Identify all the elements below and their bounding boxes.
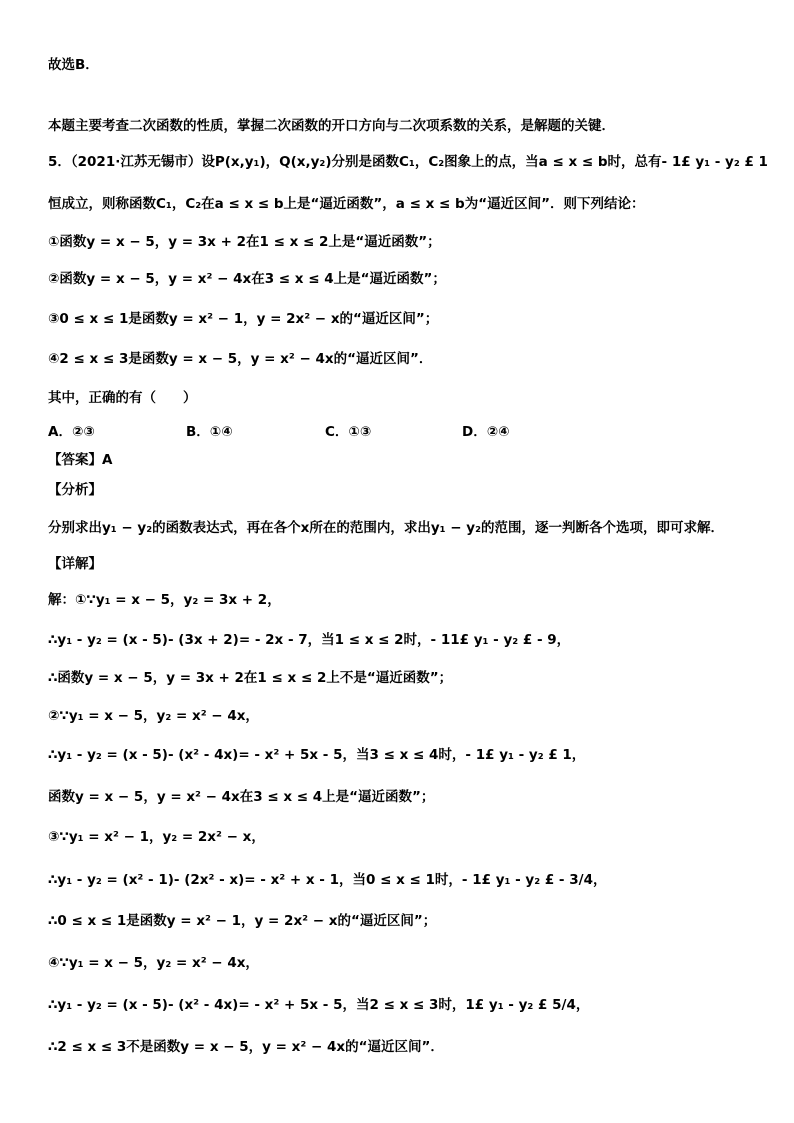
solution-step-11: ∴y₁ - y₂ = (x - 5)- (x² - 4x)= - x² + 5x - 5，当2 ≤ x ≤ 3时，1£ y₁ - y₂ £ 5/4， xyxy=(48,997,590,1013)
detail-heading: 【详解】 xyxy=(48,556,102,572)
solution-step-2: ∴y₁ - y₂ = (x - 5)- (3x + 2)= - 2x - 7，当1 ≤ x ≤ 2时，- 11£ y₁ - y₂ £ - 9， xyxy=(48,632,571,648)
solution-step-3: ∴函数y = x − 5，y = 3x + 2在1 ≤ x ≤ 2上不是“逼近函数”； xyxy=(48,670,453,686)
answer-label: 【答案】A xyxy=(48,452,113,468)
solution-step-6: 函数y = x − 5，y = x² − 4x在3 ≤ x ≤ 4上是“逼近函数”； xyxy=(48,789,435,805)
solution-step-1: 解：①∵y₁ = x − 5，y₂ = 3x + 2， xyxy=(48,592,281,608)
question-prompt: 其中，正确的有（ ） xyxy=(48,390,197,406)
statement-1: ①函数y = x − 5，y = 3x + 2在1 ≤ x ≤ 2上是“逼近函数”； xyxy=(48,234,441,250)
option-d: D．②④ xyxy=(462,424,510,440)
statement-2: ②函数y = x − 5，y = x² − 4x在3 ≤ x ≤ 4上是“逼近函数”； xyxy=(48,271,446,287)
solution-step-10: ④∵y₁ = x − 5，y₂ = x² − 4x， xyxy=(48,955,259,971)
summary-note: 本题主要考查二次函数的性质，掌握二次函数的开口方向与二次项系数的关系，是解题的关键． xyxy=(48,118,615,134)
solution-step-7: ③∵y₁ = x² − 1，y₂ = 2x² − x， xyxy=(48,829,265,845)
solution-step-5: ∴y₁ - y₂ = (x - 5)- (x² - 4x)= - x² + 5x - 5，当3 ≤ x ≤ 4时，- 1£ y₁ - y₂ £ 1， xyxy=(48,747,586,763)
option-c: C．①③ xyxy=(325,424,372,440)
solution-step-8: ∴y₁ - y₂ = (x² - 1)- (2x² - x)= - x² + x - 1，当0 ≤ x ≤ 1时，- 1£ y₁ - y₂ £ - 3/4， xyxy=(48,872,607,888)
analysis-heading: 【分析】 xyxy=(48,482,102,498)
option-a: A．②③ xyxy=(48,424,95,440)
question-5-stem-cont: 恒成立，则称函数C₁，C₂在a ≤ x ≤ b上是“逼近函数”，a ≤ x ≤ b为“逼近区间”．则下列结论： xyxy=(48,196,645,212)
statement-3: ③0 ≤ x ≤ 1是函数y = x² − 1，y = 2x² − x的“逼近区间”； xyxy=(48,311,439,327)
question-5-stem: 5．（2021·江苏无锡市）设P(x,y₁)，Q(x,y₂)分别是函数C₁，C₂图象上的点，当a ≤ x ≤ b时，总有- 1£ y₁ - y₂ £ 1 xyxy=(48,154,768,170)
solution-step-9: ∴0 ≤ x ≤ 1是函数y = x² − 1，y = 2x² − x的“逼近区间”； xyxy=(48,913,437,929)
option-b: B．①④ xyxy=(186,424,233,440)
statement-4: ④2 ≤ x ≤ 3是函数y = x − 5，y = x² − 4x的“逼近区间”． xyxy=(48,351,433,367)
conclusion-choice: 故选B． xyxy=(48,57,99,73)
analysis-text: 分别求出y₁ − y₂的函数表达式，再在各个x所在的范围内，求出y₁ − y₂的范围，逐一判断各个选项，即可求解． xyxy=(48,520,724,536)
solution-step-12: ∴2 ≤ x ≤ 3不是函数y = x − 5，y = x² − 4x的“逼近区间”． xyxy=(48,1039,444,1055)
solution-step-4: ②∵y₁ = x − 5，y₂ = x² − 4x， xyxy=(48,708,259,724)
